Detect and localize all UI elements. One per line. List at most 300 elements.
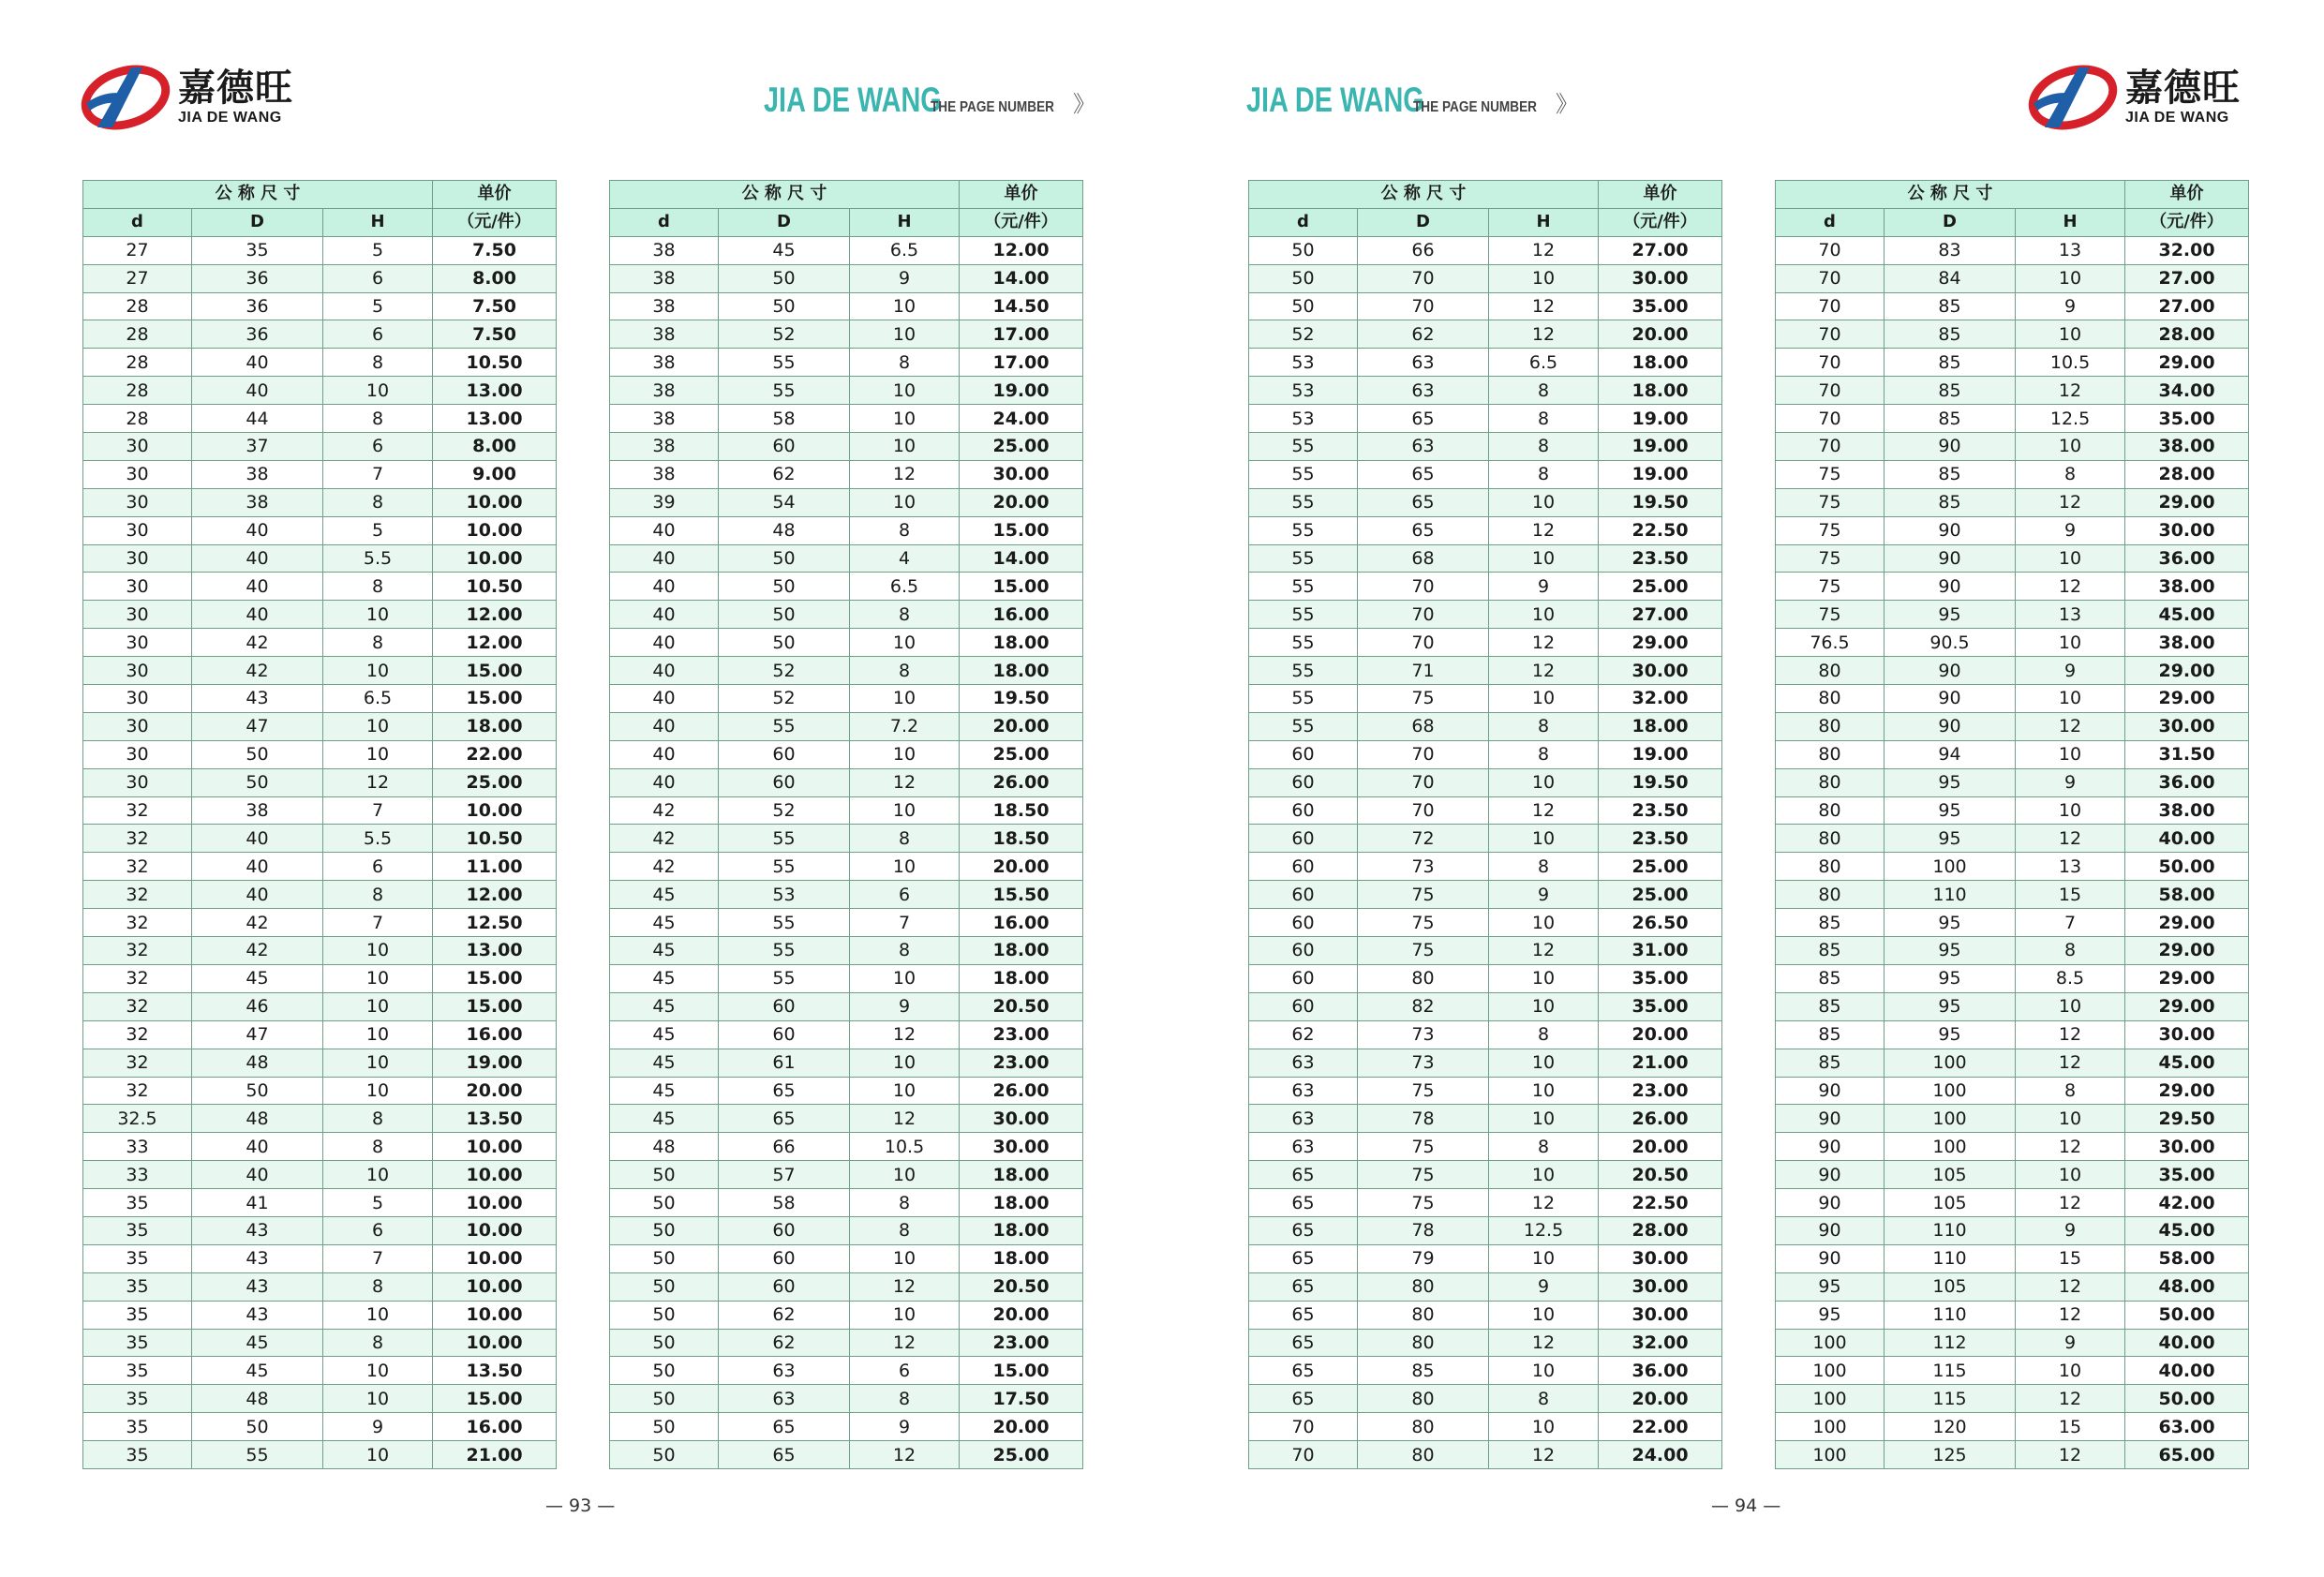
cell-D: 100 bbox=[1885, 1105, 2016, 1133]
cell-d: 75 bbox=[1776, 488, 1885, 516]
cell-H: 10 bbox=[850, 292, 960, 320]
cell-D: 58 bbox=[719, 405, 850, 433]
cell-price: 32.00 bbox=[2125, 236, 2249, 264]
cell-D: 43 bbox=[192, 1244, 323, 1272]
cell-H: 10.5 bbox=[2016, 349, 2125, 377]
header-col-D-outer: D bbox=[719, 208, 850, 236]
cell-H: 6 bbox=[323, 1216, 433, 1244]
cell-D: 50 bbox=[719, 629, 850, 657]
table-row bbox=[1776, 601, 2249, 629]
cell-price: 30.00 bbox=[960, 460, 1083, 488]
cell-price: 17.50 bbox=[960, 1385, 1083, 1413]
cell-H: 10 bbox=[1489, 1357, 1599, 1385]
cell-H: 8 bbox=[1489, 712, 1599, 740]
cell-price: 20.00 bbox=[960, 488, 1083, 516]
cell-d: 42 bbox=[610, 853, 719, 881]
cell-d: 70 bbox=[1776, 236, 1885, 264]
cell-price: 38.00 bbox=[2125, 629, 2249, 657]
cell-H: 10 bbox=[2016, 629, 2125, 657]
table-row bbox=[83, 685, 557, 713]
cell-price: 19.50 bbox=[960, 685, 1083, 713]
cell-D: 95 bbox=[1885, 1020, 2016, 1049]
cell-D: 48 bbox=[192, 1049, 323, 1077]
cell-H: 12.5 bbox=[1489, 1216, 1599, 1244]
cell-price: 10.00 bbox=[433, 796, 557, 825]
cell-price: 36.00 bbox=[2125, 544, 2249, 573]
cell-d: 80 bbox=[1776, 768, 1885, 796]
cell-D: 40 bbox=[192, 853, 323, 881]
cell-H: 10 bbox=[323, 992, 433, 1020]
cell-D: 40 bbox=[192, 825, 323, 853]
cell-D: 65 bbox=[719, 1077, 850, 1105]
logo-left bbox=[77, 62, 293, 133]
header-price: 单价 bbox=[1599, 181, 1722, 209]
cell-H: 8 bbox=[850, 1385, 960, 1413]
cell-price: 29.00 bbox=[2125, 964, 2249, 992]
cell-price: 50.00 bbox=[2125, 1385, 2249, 1413]
cell-D: 50 bbox=[719, 544, 850, 573]
cell-d: 40 bbox=[610, 685, 719, 713]
table-row bbox=[83, 573, 557, 601]
table-row bbox=[1776, 1189, 2249, 1217]
brand-name: JIA DE WANG bbox=[764, 81, 942, 119]
cell-d: 100 bbox=[1776, 1329, 1885, 1357]
brand-banner-right bbox=[1246, 81, 1578, 120]
cell-price: 30.00 bbox=[960, 1105, 1083, 1133]
cell-d: 55 bbox=[1249, 433, 1358, 461]
cell-d: 50 bbox=[610, 1216, 719, 1244]
cell-H: 15 bbox=[2016, 1413, 2125, 1441]
cell-D: 43 bbox=[192, 685, 323, 713]
cell-d: 30 bbox=[83, 460, 192, 488]
cell-price: 20.00 bbox=[960, 853, 1083, 881]
cell-price: 50.00 bbox=[2125, 853, 2249, 881]
cell-d: 32.5 bbox=[83, 1105, 192, 1133]
cell-d: 60 bbox=[1249, 825, 1358, 853]
cell-D: 65 bbox=[719, 1441, 850, 1469]
cell-d: 75 bbox=[1776, 516, 1885, 544]
cell-D: 50 bbox=[192, 1077, 323, 1105]
table-row bbox=[1249, 740, 1722, 768]
table-row bbox=[1776, 685, 2249, 713]
cell-D: 40 bbox=[192, 544, 323, 573]
cell-D: 75 bbox=[1358, 1077, 1489, 1105]
cell-D: 85 bbox=[1885, 349, 2016, 377]
cell-D: 73 bbox=[1358, 1020, 1489, 1049]
cell-price: 10.50 bbox=[433, 825, 557, 853]
cell-d: 35 bbox=[83, 1301, 192, 1329]
cell-d: 33 bbox=[83, 1161, 192, 1189]
cell-price: 20.00 bbox=[960, 1301, 1083, 1329]
cell-d: 80 bbox=[1776, 740, 1885, 768]
cell-D: 35 bbox=[192, 236, 323, 264]
cell-D: 60 bbox=[719, 433, 850, 461]
cell-H: 10 bbox=[323, 937, 433, 965]
cell-d: 38 bbox=[610, 405, 719, 433]
cell-H: 8 bbox=[850, 937, 960, 965]
cell-H: 8 bbox=[850, 601, 960, 629]
cell-D: 85 bbox=[1885, 377, 2016, 405]
cell-H: 10 bbox=[1489, 601, 1599, 629]
cell-H: 6 bbox=[323, 433, 433, 461]
cell-d: 35 bbox=[83, 1189, 192, 1217]
cell-D: 40 bbox=[192, 1161, 323, 1189]
table-row bbox=[1249, 236, 1722, 264]
cell-H: 10 bbox=[1489, 992, 1599, 1020]
cell-H: 9 bbox=[850, 992, 960, 1020]
cell-d: 27 bbox=[83, 264, 192, 292]
table-row bbox=[83, 964, 557, 992]
cell-price: 18.00 bbox=[1599, 712, 1722, 740]
cell-H: 10 bbox=[323, 1385, 433, 1413]
cell-d: 70 bbox=[1776, 377, 1885, 405]
table-row bbox=[83, 1272, 557, 1301]
cell-d: 90 bbox=[1776, 1189, 1885, 1217]
cell-H: 9 bbox=[2016, 1329, 2125, 1357]
cell-d: 65 bbox=[1249, 1357, 1358, 1385]
cell-d: 65 bbox=[1249, 1244, 1358, 1272]
double-arrow-icon: 》 bbox=[1073, 91, 1095, 117]
table-row bbox=[1776, 1244, 2249, 1272]
cell-price: 10.00 bbox=[433, 1301, 557, 1329]
cell-H: 5 bbox=[323, 516, 433, 544]
table-row bbox=[1776, 629, 2249, 657]
cell-D: 60 bbox=[719, 1020, 850, 1049]
cell-price: 22.50 bbox=[1599, 1189, 1722, 1217]
cell-price: 20.50 bbox=[960, 992, 1083, 1020]
header-col-D-outer: D bbox=[192, 208, 323, 236]
table-header bbox=[83, 181, 557, 237]
cell-H: 10 bbox=[323, 657, 433, 685]
table-row bbox=[83, 488, 557, 516]
cell-d: 90 bbox=[1776, 1105, 1885, 1133]
header-price-unit: （元/件） bbox=[960, 208, 1083, 236]
cell-H: 8 bbox=[1489, 405, 1599, 433]
cell-price: 30.00 bbox=[1599, 1272, 1722, 1301]
cell-H: 7 bbox=[323, 1244, 433, 1272]
cell-H: 10 bbox=[1489, 1413, 1599, 1441]
cell-price: 24.00 bbox=[1599, 1441, 1722, 1469]
cell-D: 65 bbox=[719, 1413, 850, 1441]
cell-price: 38.00 bbox=[2125, 433, 2249, 461]
table-row bbox=[83, 1105, 557, 1133]
table-row bbox=[1776, 1133, 2249, 1161]
cell-D: 63 bbox=[719, 1357, 850, 1385]
table-row bbox=[1776, 516, 2249, 544]
table-row bbox=[1776, 1105, 2249, 1133]
table-header bbox=[610, 181, 1083, 237]
cell-d: 60 bbox=[1249, 768, 1358, 796]
cell-D: 95 bbox=[1885, 937, 2016, 965]
cell-price: 23.00 bbox=[1599, 1077, 1722, 1105]
cell-d: 55 bbox=[1249, 516, 1358, 544]
cell-H: 9 bbox=[850, 264, 960, 292]
cell-price: 14.00 bbox=[960, 544, 1083, 573]
cell-price: 24.00 bbox=[960, 405, 1083, 433]
cell-H: 12 bbox=[2016, 1020, 2125, 1049]
cell-price: 25.00 bbox=[1599, 573, 1722, 601]
cell-d: 63 bbox=[1249, 1077, 1358, 1105]
cell-H: 10 bbox=[1489, 264, 1599, 292]
cell-D: 78 bbox=[1358, 1216, 1489, 1244]
table-row bbox=[83, 909, 557, 937]
cell-d: 55 bbox=[1249, 712, 1358, 740]
cell-D: 75 bbox=[1358, 1189, 1489, 1217]
cell-D: 75 bbox=[1358, 909, 1489, 937]
table-row bbox=[1249, 601, 1722, 629]
cell-D: 55 bbox=[719, 909, 850, 937]
table-row bbox=[1776, 460, 2249, 488]
cell-D: 105 bbox=[1885, 1189, 2016, 1217]
cell-price: 27.00 bbox=[1599, 601, 1722, 629]
cell-price: 28.00 bbox=[2125, 460, 2249, 488]
table-row bbox=[610, 1077, 1083, 1105]
table-row bbox=[83, 1020, 557, 1049]
table-row bbox=[1249, 964, 1722, 992]
table-row bbox=[1249, 349, 1722, 377]
cell-price: 29.50 bbox=[2125, 1105, 2249, 1133]
cell-H: 12 bbox=[850, 1272, 960, 1301]
cell-price: 42.00 bbox=[2125, 1189, 2249, 1217]
cell-d: 80 bbox=[1776, 825, 1885, 853]
cell-D: 90 bbox=[1885, 433, 2016, 461]
cell-price: 10.00 bbox=[433, 1244, 557, 1272]
cell-d: 48 bbox=[610, 1133, 719, 1161]
cell-H: 12 bbox=[2016, 1049, 2125, 1077]
cell-H: 10 bbox=[323, 1301, 433, 1329]
cell-H: 5 bbox=[323, 1189, 433, 1217]
cell-d: 45 bbox=[610, 1049, 719, 1077]
table-row bbox=[83, 1441, 557, 1469]
header-col-D-outer: D bbox=[1358, 208, 1489, 236]
cell-d: 40 bbox=[610, 573, 719, 601]
cell-d: 63 bbox=[1249, 1105, 1358, 1133]
cell-price: 27.00 bbox=[2125, 264, 2249, 292]
cell-D: 80 bbox=[1358, 964, 1489, 992]
cell-D: 70 bbox=[1358, 292, 1489, 320]
cell-H: 7 bbox=[323, 909, 433, 937]
cell-price: 7.50 bbox=[433, 292, 557, 320]
header-row-columns bbox=[83, 208, 557, 236]
cell-d: 75 bbox=[1776, 573, 1885, 601]
cell-D: 61 bbox=[719, 1049, 850, 1077]
table-row bbox=[83, 712, 557, 740]
cell-d: 45 bbox=[610, 937, 719, 965]
cell-price: 26.00 bbox=[1599, 1105, 1722, 1133]
cell-price: 45.00 bbox=[2125, 1216, 2249, 1244]
table-row bbox=[83, 1413, 557, 1441]
table-row bbox=[610, 1161, 1083, 1189]
cell-D: 80 bbox=[1358, 1441, 1489, 1469]
cell-d: 60 bbox=[1249, 992, 1358, 1020]
cell-D: 42 bbox=[192, 657, 323, 685]
cell-price: 23.50 bbox=[1599, 825, 1722, 853]
cell-d: 60 bbox=[1249, 937, 1358, 965]
table-row bbox=[1776, 1161, 2249, 1189]
cell-H: 10 bbox=[850, 405, 960, 433]
page-number-right: — 94 — bbox=[1711, 1495, 1781, 1516]
cell-price: 29.00 bbox=[2125, 657, 2249, 685]
cell-D: 70 bbox=[1358, 601, 1489, 629]
table-row bbox=[1249, 1441, 1722, 1469]
cell-d: 30 bbox=[83, 712, 192, 740]
cell-d: 80 bbox=[1776, 853, 1885, 881]
cell-H: 10 bbox=[323, 1441, 433, 1469]
cell-price: 10.00 bbox=[433, 1189, 557, 1217]
table-row bbox=[1776, 1413, 2249, 1441]
cell-d: 85 bbox=[1776, 964, 1885, 992]
cell-D: 68 bbox=[1358, 544, 1489, 573]
cell-d: 30 bbox=[83, 544, 192, 573]
cell-D: 95 bbox=[1885, 601, 2016, 629]
cell-price: 10.00 bbox=[433, 1161, 557, 1189]
cell-D: 79 bbox=[1358, 1244, 1489, 1272]
table-row bbox=[1249, 1244, 1722, 1272]
cell-H: 10 bbox=[1489, 1049, 1599, 1077]
cell-price: 28.00 bbox=[1599, 1216, 1722, 1244]
header-price: 单价 bbox=[960, 181, 1083, 209]
cell-D: 94 bbox=[1885, 740, 2016, 768]
cell-H: 12 bbox=[1489, 236, 1599, 264]
cell-D: 37 bbox=[192, 433, 323, 461]
table-header bbox=[1249, 181, 1722, 237]
cell-d: 30 bbox=[83, 488, 192, 516]
table-row bbox=[610, 1244, 1083, 1272]
cell-D: 43 bbox=[192, 1301, 323, 1329]
cell-price: 30.00 bbox=[1599, 1244, 1722, 1272]
price-table-3 bbox=[1248, 180, 1722, 1469]
table-row bbox=[83, 433, 557, 461]
cell-price: 19.00 bbox=[960, 377, 1083, 405]
cell-D: 65 bbox=[1358, 405, 1489, 433]
cell-H: 8 bbox=[323, 881, 433, 909]
cell-H: 7.2 bbox=[850, 712, 960, 740]
cell-D: 95 bbox=[1885, 992, 2016, 1020]
cell-H: 12 bbox=[850, 1020, 960, 1049]
cell-D: 42 bbox=[192, 909, 323, 937]
cell-d: 80 bbox=[1776, 712, 1885, 740]
cell-d: 38 bbox=[610, 320, 719, 349]
table-row bbox=[610, 573, 1083, 601]
cell-H: 9 bbox=[2016, 768, 2125, 796]
cell-d: 32 bbox=[83, 1020, 192, 1049]
cell-H: 12 bbox=[1489, 937, 1599, 965]
header-price-unit: （元/件） bbox=[2125, 208, 2249, 236]
cell-d: 32 bbox=[83, 825, 192, 853]
cell-d: 32 bbox=[83, 1077, 192, 1105]
cell-d: 53 bbox=[1249, 377, 1358, 405]
table-row bbox=[610, 236, 1083, 264]
cell-d: 35 bbox=[83, 1441, 192, 1469]
table-row bbox=[610, 264, 1083, 292]
cell-price: 10.00 bbox=[433, 1329, 557, 1357]
cell-d: 100 bbox=[1776, 1413, 1885, 1441]
cell-price: 38.00 bbox=[2125, 796, 2249, 825]
table-row bbox=[1776, 768, 2249, 796]
table-row bbox=[83, 405, 557, 433]
cell-price: 23.50 bbox=[1599, 796, 1722, 825]
cell-price: 30.00 bbox=[2125, 1020, 2249, 1049]
cell-H: 10 bbox=[850, 1077, 960, 1105]
table-row bbox=[83, 544, 557, 573]
cell-d: 60 bbox=[1249, 740, 1358, 768]
cell-d: 50 bbox=[610, 1357, 719, 1385]
cell-price: 18.00 bbox=[960, 1161, 1083, 1189]
cell-H: 6 bbox=[323, 320, 433, 349]
table-row bbox=[1249, 1357, 1722, 1385]
cell-D: 42 bbox=[192, 629, 323, 657]
cell-price: 29.00 bbox=[2125, 937, 2249, 965]
cell-price: 25.00 bbox=[960, 433, 1083, 461]
header-nominal-size: 公 称 尺 寸 bbox=[83, 181, 433, 209]
cell-D: 80 bbox=[1358, 1329, 1489, 1357]
cell-D: 120 bbox=[1885, 1413, 2016, 1441]
table-row bbox=[610, 853, 1083, 881]
table-row bbox=[610, 405, 1083, 433]
cell-D: 52 bbox=[719, 320, 850, 349]
cell-d: 40 bbox=[610, 629, 719, 657]
cell-price: 20.00 bbox=[1599, 320, 1722, 349]
cell-H: 8 bbox=[1489, 433, 1599, 461]
cell-D: 60 bbox=[719, 740, 850, 768]
cell-d: 35 bbox=[83, 1244, 192, 1272]
cell-D: 115 bbox=[1885, 1385, 2016, 1413]
table-row bbox=[1249, 657, 1722, 685]
cell-price: 21.00 bbox=[1599, 1049, 1722, 1077]
cell-D: 80 bbox=[1358, 1385, 1489, 1413]
cell-d: 32 bbox=[83, 964, 192, 992]
cell-D: 65 bbox=[719, 1105, 850, 1133]
cell-D: 48 bbox=[719, 516, 850, 544]
cell-D: 63 bbox=[1358, 377, 1489, 405]
table-row bbox=[1249, 377, 1722, 405]
cell-price: 13.50 bbox=[433, 1357, 557, 1385]
cell-D: 65 bbox=[1358, 460, 1489, 488]
cell-price: 23.00 bbox=[960, 1049, 1083, 1077]
cell-H: 10 bbox=[1489, 544, 1599, 573]
table-row bbox=[1776, 1357, 2249, 1385]
cell-D: 95 bbox=[1885, 796, 2016, 825]
cell-price: 25.00 bbox=[433, 768, 557, 796]
cell-d: 85 bbox=[1776, 937, 1885, 965]
cell-price: 30.00 bbox=[1599, 1301, 1722, 1329]
cell-H: 10 bbox=[323, 377, 433, 405]
cell-d: 50 bbox=[610, 1301, 719, 1329]
cell-H: 10 bbox=[850, 629, 960, 657]
cell-H: 10 bbox=[323, 1020, 433, 1049]
cell-H: 10 bbox=[1489, 1301, 1599, 1329]
cell-price: 18.00 bbox=[960, 657, 1083, 685]
cell-D: 70 bbox=[1358, 768, 1489, 796]
cell-H: 10 bbox=[2016, 992, 2125, 1020]
cell-D: 60 bbox=[719, 1272, 850, 1301]
cell-price: 20.00 bbox=[960, 712, 1083, 740]
cell-H: 8 bbox=[323, 1272, 433, 1301]
cell-D: 66 bbox=[1358, 236, 1489, 264]
cell-d: 53 bbox=[1249, 349, 1358, 377]
table-row bbox=[83, 768, 557, 796]
cell-price: 26.00 bbox=[960, 768, 1083, 796]
cell-price: 13.00 bbox=[433, 937, 557, 965]
table-row bbox=[1249, 320, 1722, 349]
cell-d: 65 bbox=[1249, 1272, 1358, 1301]
cell-d: 32 bbox=[83, 796, 192, 825]
table-body bbox=[1249, 236, 1722, 1468]
cell-H: 12 bbox=[1489, 516, 1599, 544]
header-col-d-inner: d bbox=[83, 208, 192, 236]
table-row bbox=[610, 1357, 1083, 1385]
cell-H: 10 bbox=[323, 1077, 433, 1105]
